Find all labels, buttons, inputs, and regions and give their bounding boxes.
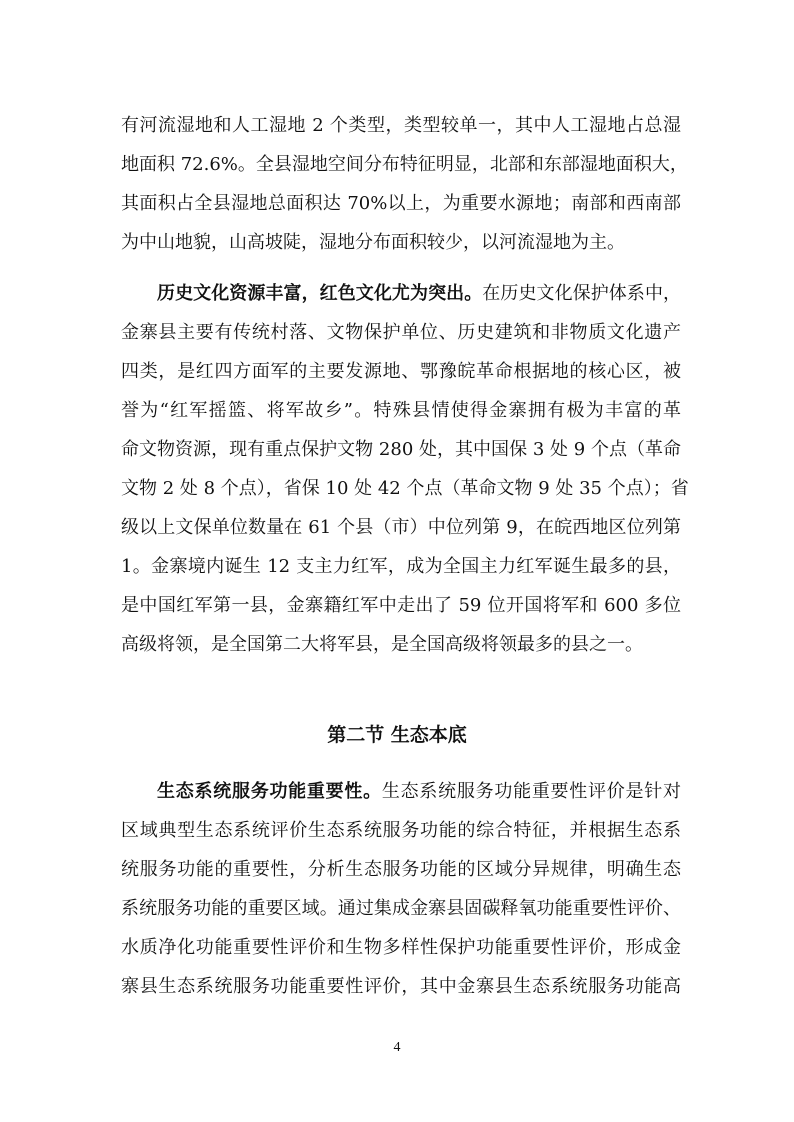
- paragraph2-line-3: 四类，是红四方面军的主要发源地、鄂豫皖革命根据地的核心区，被: [121, 361, 681, 382]
- paragraph3-line-5: 水质净化功能重要性评价和生物多样性保护功能重要性评价，形成金: [121, 937, 681, 958]
- paragraph2-line-10: 高级将领，是全国第二大将军县，是全国高级将领最多的县之一。: [121, 634, 643, 655]
- paragraph3-line-4: 系统服务功能的重要区域。通过集成金寨县固碳释氧功能重要性评价、: [121, 898, 681, 919]
- paragraph2-lead-heading: 历史文化资源丰富，红色文化尤为突出。: [157, 283, 483, 304]
- paragraph3-line-3: 统服务功能的重要性，分析生态服务功能的区域分异规律，明确生态: [121, 859, 681, 880]
- paragraph3-first-line: [157, 777, 681, 807]
- paragraph3-first-text: 生态系统服务功能重要性评价是针对: [381, 781, 682, 802]
- paragraph2-line-2: 金寨县主要有传统村落、文物保护单位、历史建筑和非物质文化遗产: [121, 322, 681, 343]
- paragraph2-line-4: 誉为“红军摇篮、将军故乡”。特殊县情使得金寨拥有极为丰富的革: [121, 400, 681, 421]
- paragraph2-first-text: 在历史文化保护体系中，: [482, 283, 682, 304]
- paragraph1-line-3: 其面积占全县湿地总面积达 70%以上，为重要水源地；南部和西南部: [121, 193, 681, 214]
- paragraph1-line-2: 地面积 72.6%。全县湿地空间分布特征明显，北部和东部湿地面积大，: [121, 154, 688, 175]
- page-number: 4: [393, 1040, 401, 1055]
- paragraph3-line-2: 区域典型生态系统评价生态系统服务功能的综合特征，并根据生态系: [121, 820, 681, 841]
- paragraph3-line-6: 寨县生态系统服务功能重要性评价，其中金寨县生态系统服务功能高: [121, 976, 681, 997]
- paragraph2-line-5: 命文物资源，现有重点保护文物 280 处，其中国保 3 处 9 个点（革命: [121, 439, 681, 460]
- paragraph1-line-1: 有河流湿地和人工湿地 2 个类型，类型较单一，其中人工湿地占总湿: [121, 115, 681, 136]
- paragraph2-line-8: 1。金寨境内诞生 12 支主力红军，成为全国主力红军诞生最多的县，: [121, 556, 681, 577]
- paragraph2-first-line: [157, 279, 681, 309]
- paragraph2-line-6: 文物 2 处 8 个点），省保 10 处 42 个点（革命文物 9 处 35 个点）；省: [121, 478, 689, 499]
- section-heading: 第二节 生态本底: [327, 724, 467, 746]
- paragraph3-lead-heading: 生态系统服务功能重要性。: [157, 781, 382, 802]
- paragraph1-line-4: 为中山地貌，山高坡陡，湿地分布面积较少，以河流湿地为主。: [121, 232, 625, 253]
- paragraph2-line-9: 是中国红军第一县，金寨籍红军中走出了 59 位开国将军和 600 多位: [121, 595, 681, 616]
- paragraph2-line-7: 级以上文保单位数量在 61 个县（市）中位列第 9，在皖西地区位列第: [121, 517, 681, 538]
